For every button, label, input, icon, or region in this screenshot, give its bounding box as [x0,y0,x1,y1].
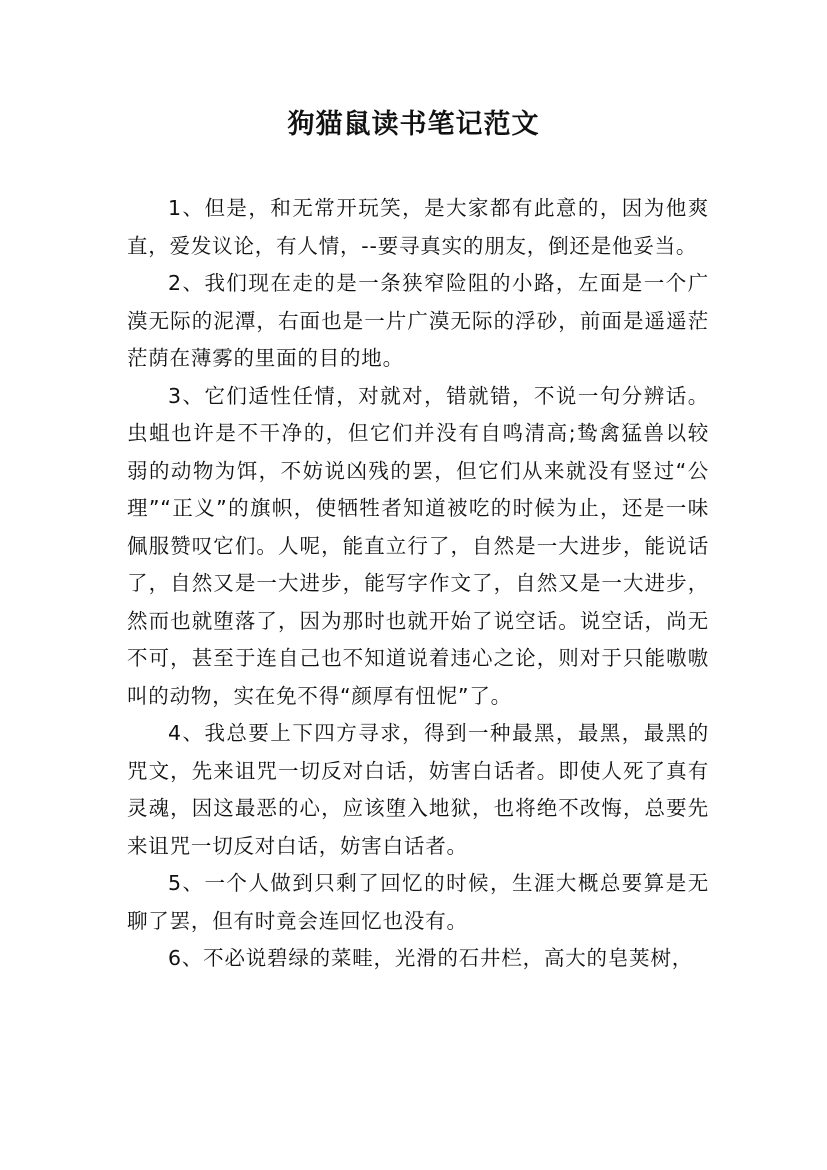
paragraph-3: 3、它们适性任情，对就对，错就错，不说一句分辨话。虫蛆也许是不干净的，但它们并没有自鸣清高;鸷禽猛兽以较弱的动物为饵，不妨说凶残的罢，但它们从来就没有竖过“公理”“正义”的旗帜，使牺牲者知道被吃的时候为止，还是一味佩服赞叹它们。人呢，能直立行了，自然是一大进步，能说话了，自然又是一大进步，能写字作文了，自然又是一大进步，然而也就堕落了，因为那时也就开始了说空话。说空话，尚无不可，甚至于连自己也不知道说着违心之论，则对于只能嗷嗷叫的动物，实在免不得“颜厚有忸怩”了。 [127,383,709,708]
paragraph-2: 2、我们现在走的是一条狭窄险阻的小路，左面是一个广漠无际的泥潭，右面也是一片广漠无际的浮砂，前面是遥遥茫茫荫在薄雾的里面的目的地。 [127,271,709,370]
paragraph-1: 1、但是，和无常开玩笑，是大家都有此意的，因为他爽直，爱发议论，有人情，--要寻真实的朋友，倒还是他妥当。 [127,196,709,258]
document-title: 狗猫鼠读书笔记范文 [287,109,540,140]
paragraph-6: 6、不必说碧绿的菜畦，光滑的石井栏，高大的皂荚树， [168,946,694,970]
document-body [127,190,709,978]
paragraph-5: 5、一个人做到只剩了回忆的时候，生涯大概总要算是无聊了罢，但有时竟会连回忆也没有。 [127,871,709,933]
paragraph-4: 4、我总要上下四方寻求，得到一种最黑，最黑，最黑的咒文，先来诅咒一切反对白话，妨害白话者。即使人死了真有灵魂，因这最恶的心，应该堕入地狱，也将绝不改悔，总要先来诅咒一切反对白话，妨害白话者。 [127,721,709,858]
